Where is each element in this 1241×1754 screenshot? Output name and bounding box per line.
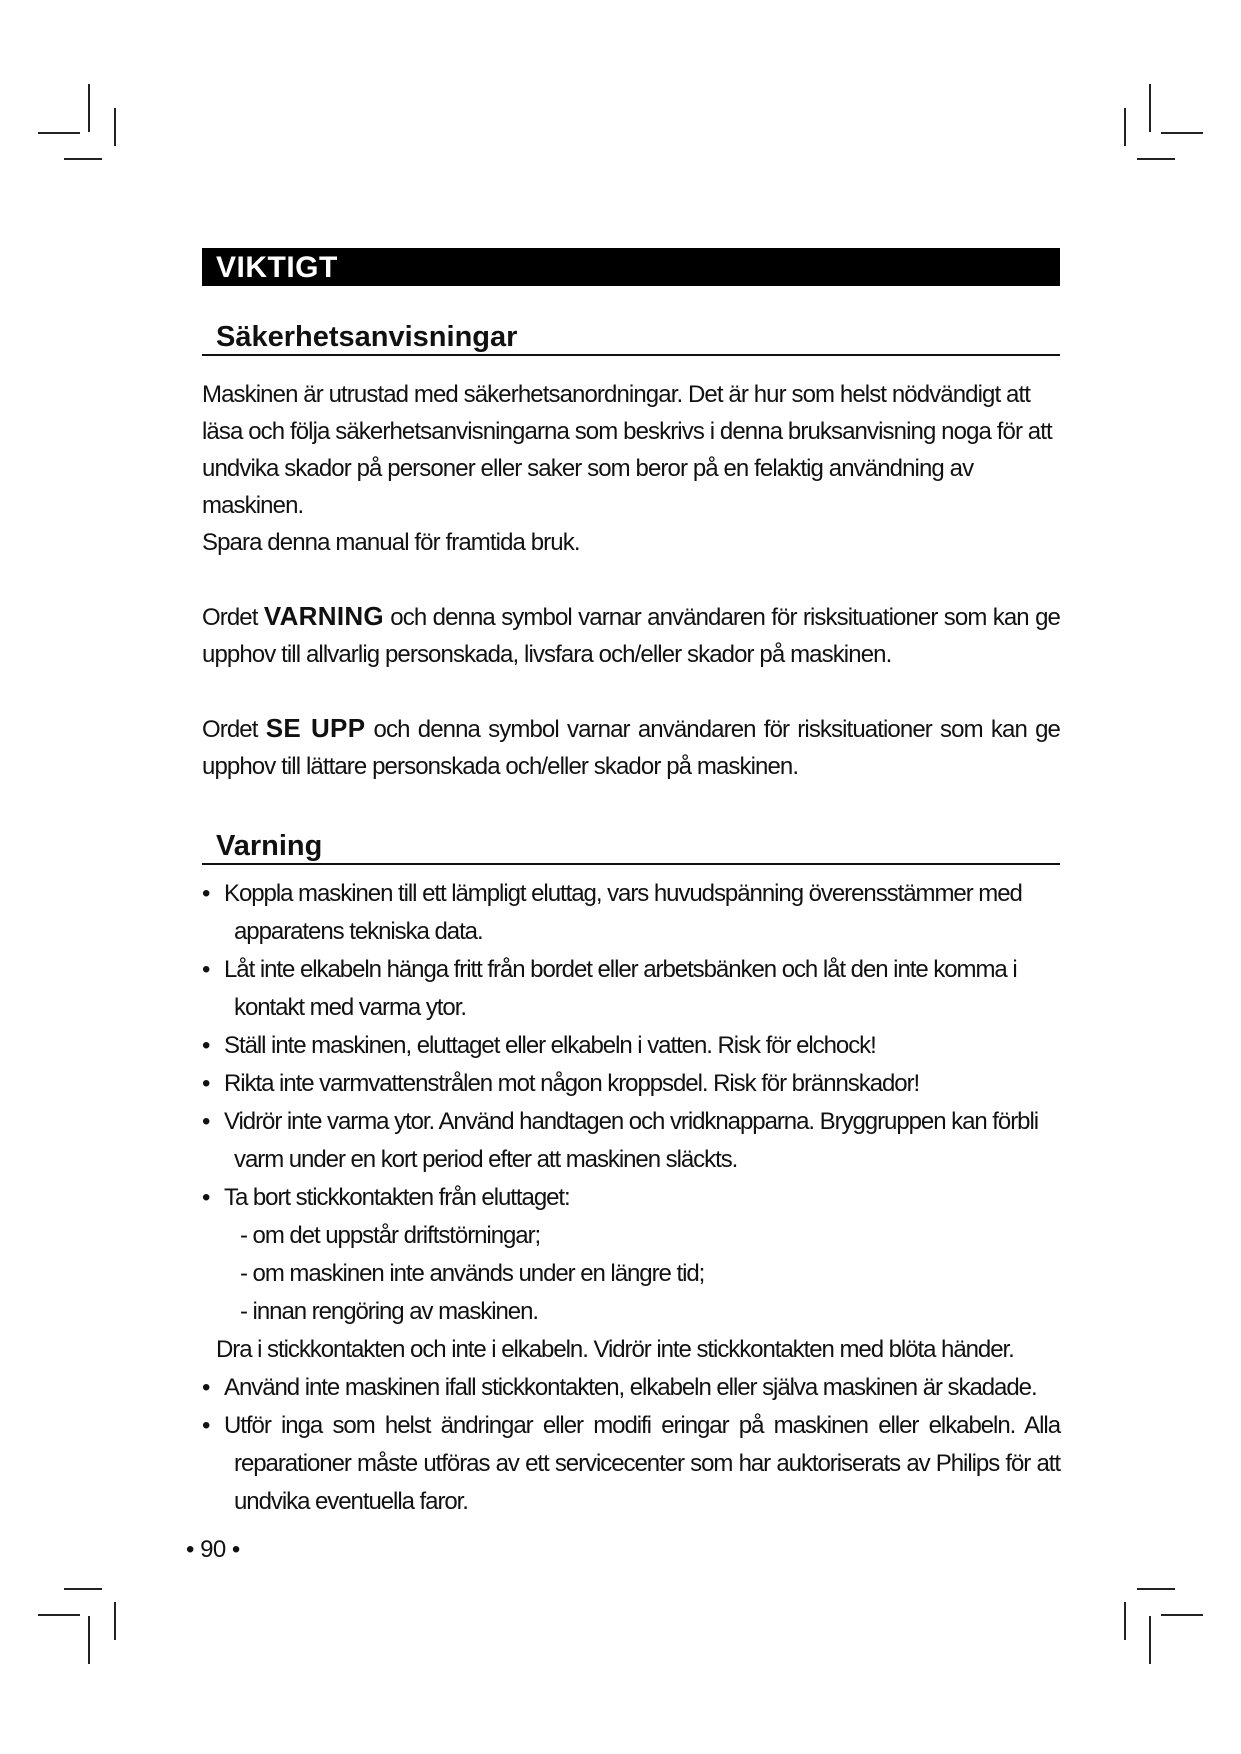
warning-keyword: VARNING (263, 601, 384, 631)
page-number: • 90 • (186, 1536, 240, 1563)
list-item: - innan rengöring av maskinen. (240, 1298, 539, 1325)
bullet-icon: • (202, 1108, 210, 1135)
list-item: • Låt inte elkabeln hänga fritt från bordet eller arbetsbänken och låt den inte komma i kontakt med varma ytor. (202, 951, 1060, 1027)
list-item: - om det uppstår driftstörningar; (240, 1222, 541, 1249)
caution-definition-text: och denna symbol varnar användaren för risksituationer som kan ge upphov till lättare personskada och/eller skador på maskinen. (202, 716, 1060, 780)
save-manual-note: Spara denna manual för framtida bruk. (202, 529, 580, 556)
bullet-icon: • (202, 880, 210, 907)
bullet-icon: • (202, 1070, 210, 1097)
list-item: - om maskinen inte används under en längre tid; (240, 1260, 705, 1287)
plug-handling-note: Dra i stickkontakten och inte i elkabeln. Vidrör inte stickkontakten med blöta händer. (216, 1336, 1014, 1363)
safety-intro-paragraph: Maskinen är utrustad med säkerhetsanordningar. Det är hur som helst nödvändigt att läsa och följa säkerhetsanvisningarna som beskrivs i denna bruksanvisning noga för att undvika skador på personer eller saker som beror på en felaktig användning av maskinen. (202, 381, 1052, 519)
caution-keyword: SE UPP (265, 713, 366, 743)
unplug-conditions-list (202, 1217, 1060, 1331)
warning-definition-text: och denna symbol varnar användaren för risksituationer som kan ge upphov till allvarlig personskada, livsfara och/eller skador på maskinen. (202, 604, 1060, 668)
list-item: • Rikta inte varmvattenstrålen mot någon kroppsdel. Risk för brännskador! (202, 1065, 1060, 1103)
warning-prefix: Ordet (202, 604, 258, 631)
warning-list-continued (202, 1369, 1060, 1521)
page-content (202, 248, 1060, 1521)
bullet-icon: • (202, 1032, 210, 1059)
bullet-icon: • (202, 1412, 210, 1439)
caution-prefix: Ordet (202, 716, 258, 743)
list-item: • Koppla maskinen till ett lämpligt eluttag, vars huvudspänning överensstämmer med apparatens tekniska data. (202, 875, 1060, 951)
list-item: • Använd inte maskinen ifall stickkontakten, elkabeln eller själva maskinen är skadade. (202, 1369, 1060, 1407)
bullet-icon: • (202, 956, 210, 983)
list-item: • Utför inga som helst ändringar eller modifi eringar på maskinen eller elkabeln. Alla reparationer måste utföras av ett servicecenter som har auktoriserats av Philips för att undvika eventuella faror. (202, 1407, 1060, 1521)
list-item: • Ta bort stickkontakten från eluttaget: (202, 1179, 1060, 1217)
warning-heading: Varning (202, 829, 1060, 865)
list-item: • Ställ inte maskinen, eluttaget eller elkabeln i vatten. Risk för elchock! (202, 1027, 1060, 1065)
bullet-icon: • (202, 1374, 210, 1401)
caution-definition-paragraph (202, 710, 1060, 785)
warning-definition-paragraph (202, 598, 1060, 673)
list-item: • Vidrör inte varma ytor. Använd handtagen och vridknapparna. Bryggruppen kan förbli varm under en kort period efter att maskinen släckts. (202, 1103, 1060, 1179)
bullet-icon: • (202, 1184, 210, 1211)
section-title-bar: VIKTIGT (202, 248, 1060, 286)
safety-heading: Säkerhetsanvisningar (202, 320, 1060, 356)
warning-list (202, 875, 1060, 1217)
